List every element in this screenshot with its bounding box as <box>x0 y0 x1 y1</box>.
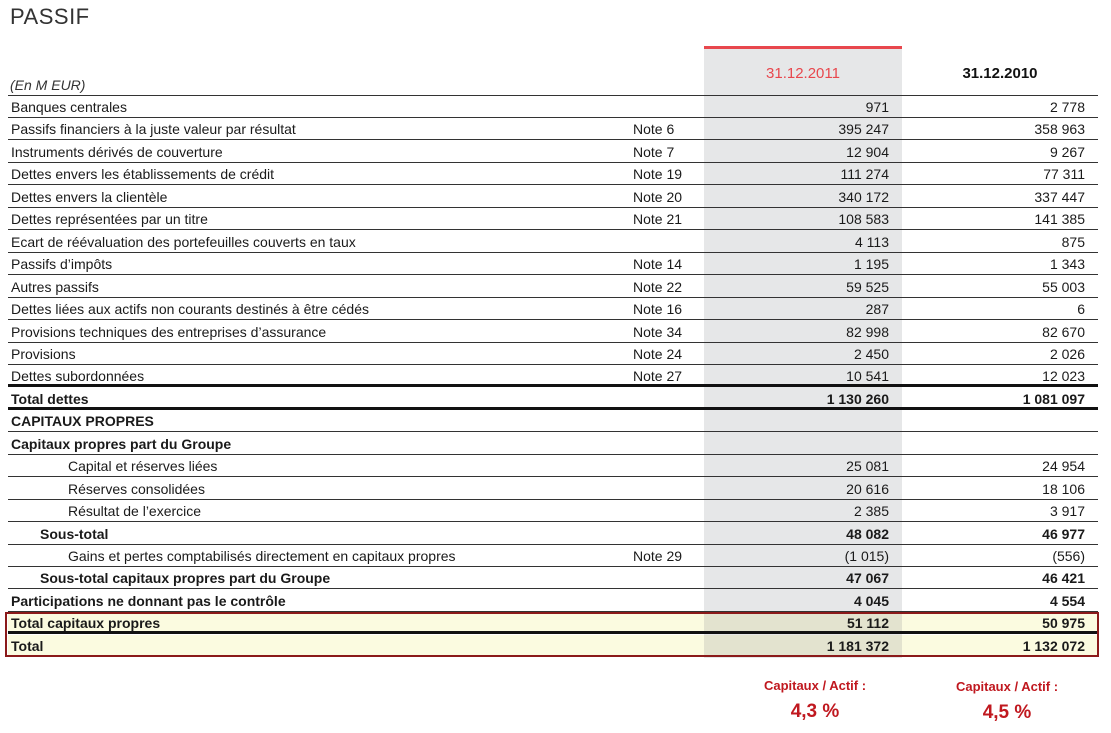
value-2011-cell <box>704 118 902 139</box>
value-2010-cell <box>902 500 1098 521</box>
row-note: Note 14 <box>633 256 683 273</box>
value-2011: 47 067 <box>846 570 889 587</box>
row-label: Gains et pertes comptabilisés directement en capitaux propres <box>68 548 456 564</box>
value-2011-cell <box>704 208 902 229</box>
table-row <box>8 523 1098 545</box>
value-2011-cell <box>704 590 902 611</box>
value-2011: 82 998 <box>846 323 889 340</box>
value-2011-cell <box>704 388 902 407</box>
value-2010: 3 917 <box>1049 503 1085 520</box>
value-2010: 1 132 072 <box>1022 637 1085 654</box>
value-2010-cell <box>902 253 1098 274</box>
value-2010-cell <box>902 118 1098 139</box>
row-note: Note 21 <box>633 211 683 228</box>
row-label: Dettes subordonnées <box>11 368 145 385</box>
value-2011: 48 082 <box>846 525 889 542</box>
value-2011-cell <box>704 455 902 476</box>
row-note: Note 6 <box>633 121 675 138</box>
row-note: Note 34 <box>633 323 683 340</box>
table-row <box>8 343 1098 365</box>
table-row <box>8 410 1098 432</box>
row-label: Instruments dérivés de couverture <box>11 143 223 160</box>
row-label: Banques centrales <box>11 99 127 115</box>
value-2011-cell <box>704 365 902 384</box>
value-2011-cell <box>704 141 902 162</box>
value-2011: 4 045 <box>853 592 889 609</box>
value-2011-cell <box>704 545 902 566</box>
value-2010: 358 963 <box>1034 121 1085 138</box>
row-label: Dettes représentées par un titre <box>11 211 208 228</box>
value-2010: 82 670 <box>1042 323 1085 340</box>
value-2011: 4 113 <box>855 233 889 250</box>
ratio-2010 <box>932 679 1082 724</box>
row-label: CAPITAUX PROPRES <box>11 413 154 430</box>
value-2011-cell <box>704 231 902 252</box>
value-2010: 12 023 <box>1042 368 1085 385</box>
value-2010-cell <box>902 276 1098 297</box>
value-2010-cell <box>902 231 1098 252</box>
value-2010-cell <box>902 612 1098 631</box>
column-header-2010: 31.12.2010 <box>962 65 1038 82</box>
current-year-accent-line <box>704 46 902 49</box>
ratio-label-2011: Capitaux / Actif : <box>763 678 867 693</box>
table-row <box>8 96 1098 118</box>
table-row <box>8 186 1098 208</box>
value-2010-cell <box>902 635 1098 656</box>
value-2010: 18 106 <box>1042 480 1085 497</box>
table-row <box>8 500 1098 522</box>
value-2010-cell <box>902 478 1098 499</box>
value-2011: 111 274 <box>840 166 889 183</box>
row-note: Note 16 <box>633 301 683 318</box>
table-row <box>8 298 1098 320</box>
value-2011-cell <box>704 276 902 297</box>
row-label: Total capitaux propres <box>11 615 161 632</box>
value-2010-cell <box>902 410 1098 431</box>
value-2011: 59 525 <box>846 278 889 295</box>
value-2011: 287 <box>865 301 889 318</box>
table-row <box>8 253 1098 275</box>
value-2010-cell <box>902 343 1098 364</box>
table-row <box>8 141 1098 163</box>
value-2010: 875 <box>1061 233 1085 250</box>
value-2010-cell <box>902 186 1098 207</box>
value-2011-cell <box>704 433 902 454</box>
value-2010: 6 <box>1077 301 1085 318</box>
table-row <box>8 612 1098 634</box>
value-2011: 2 450 <box>853 345 889 362</box>
value-2010-cell <box>902 96 1098 117</box>
table-row <box>8 635 1098 657</box>
value-2011-cell <box>704 163 902 184</box>
value-2010: 55 003 <box>1042 278 1085 295</box>
row-note: Note 22 <box>633 278 683 295</box>
table-row <box>8 231 1098 253</box>
ratio-value-2010: 4,5 % <box>982 702 1032 723</box>
value-2011: 1 130 260 <box>826 390 889 407</box>
row-label: Total dettes <box>11 390 89 407</box>
row-label: Sous-total <box>40 525 109 542</box>
table-row <box>8 276 1098 298</box>
value-2011-cell <box>704 253 902 274</box>
value-2010-cell <box>902 388 1098 407</box>
value-2010: 141 385 <box>1034 211 1085 228</box>
value-2011: 1 195 <box>853 256 889 273</box>
table-row <box>8 365 1098 387</box>
value-2010: 24 954 <box>1042 458 1085 475</box>
value-2010-cell <box>902 298 1098 319</box>
value-2010: 46 977 <box>1042 525 1085 542</box>
value-2011: 340 172 <box>838 188 889 205</box>
value-2011: 395 247 <box>838 121 889 138</box>
value-2010-cell <box>902 163 1098 184</box>
value-2011-cell <box>704 298 902 319</box>
table-row <box>8 567 1098 589</box>
value-2011: (1 015) <box>844 548 889 564</box>
value-2010: 2 778 <box>1049 99 1085 115</box>
table-row <box>8 545 1098 567</box>
ratio-2011 <box>740 678 890 723</box>
value-2011: 12 904 <box>846 143 889 160</box>
value-2011-cell <box>704 523 902 544</box>
row-label: Provisions <box>11 345 76 362</box>
row-label: Participations ne donnant pas le contrôle <box>11 592 286 609</box>
row-label: Passifs financiers à la juste valeur par résultat <box>11 121 296 138</box>
value-2010: 9 267 <box>1049 143 1085 160</box>
row-label: Capital et réserves liées <box>68 458 218 475</box>
value-2011-cell <box>704 635 902 656</box>
row-note: Note 27 <box>633 368 683 385</box>
row-note: Note 24 <box>633 345 683 362</box>
value-2010-cell <box>902 523 1098 544</box>
ratio-label-2010: Capitaux / Actif : <box>955 679 1059 694</box>
row-label: Autres passifs <box>11 278 99 295</box>
value-2011: 25 081 <box>846 458 889 475</box>
value-2010-cell <box>902 433 1098 454</box>
row-label: Réserves consolidées <box>68 480 205 497</box>
value-2011-cell <box>704 612 902 631</box>
value-2010: 50 975 <box>1042 615 1085 632</box>
value-2010-cell <box>902 321 1098 342</box>
value-2011: 971 <box>865 99 889 115</box>
ratio-value-2011: 4,3 % <box>790 701 840 722</box>
table-row <box>8 118 1098 140</box>
value-2011: 1 181 372 <box>826 637 889 654</box>
row-label: Capitaux propres part du Groupe <box>11 435 232 452</box>
value-2011: 2 385 <box>853 503 889 520</box>
row-label: Sous-total capitaux propres part du Groupe <box>40 570 331 587</box>
table-row <box>8 208 1098 230</box>
row-note: Note 29 <box>633 548 683 564</box>
row-note: Note 19 <box>633 166 683 183</box>
value-2011-cell <box>704 410 902 431</box>
row-label: Ecart de réévaluation des portefeuilles couverts en taux <box>11 233 356 250</box>
value-2011-cell <box>704 96 902 117</box>
table-row <box>8 590 1098 612</box>
value-2010: 1 081 097 <box>1022 390 1085 407</box>
table-row <box>8 388 1098 410</box>
table-row <box>8 433 1098 455</box>
value-2011: 108 583 <box>838 211 889 228</box>
value-2010-cell <box>902 365 1098 384</box>
column-header-2011: 31.12.2011 <box>766 65 840 82</box>
value-2010: 4 554 <box>1049 592 1085 609</box>
row-label: Provisions techniques des entreprises d’assurance <box>11 323 327 340</box>
value-2010: 1 343 <box>1049 256 1085 273</box>
value-2010-cell <box>902 208 1098 229</box>
value-2011-cell <box>704 478 902 499</box>
value-2010: 2 026 <box>1049 345 1085 362</box>
value-2011-cell <box>704 321 902 342</box>
unit-label: (En M EUR) <box>10 77 86 93</box>
value-2011: 51 112 <box>846 615 889 632</box>
row-label: Dettes envers les établissements de crédit <box>11 166 275 183</box>
value-2011: 10 541 <box>846 368 889 385</box>
table-row <box>8 455 1098 477</box>
value-2010-cell <box>902 545 1098 566</box>
value-2010: 77 311 <box>1043 166 1085 183</box>
value-2011: 20 616 <box>846 480 889 497</box>
value-2011-cell <box>704 567 902 588</box>
row-label: Résultat de l’exercice <box>68 503 202 520</box>
row-label: Dettes liées aux actifs non courants destinés à être cédés <box>11 301 369 318</box>
row-note: Note 20 <box>633 188 683 205</box>
value-2011-cell <box>704 500 902 521</box>
row-label: Dettes envers la clientèle <box>11 188 168 205</box>
value-2010-cell <box>902 455 1098 476</box>
row-note: Note 7 <box>633 143 675 160</box>
value-2010: 337 447 <box>1034 188 1085 205</box>
row-label: Total <box>11 637 44 654</box>
value-2010: 46 421 <box>1042 570 1085 587</box>
table-row <box>8 163 1098 185</box>
value-2010-cell <box>902 567 1098 588</box>
value-2010-cell <box>902 141 1098 162</box>
table-row <box>8 478 1098 500</box>
value-2011-cell <box>704 343 902 364</box>
table-row <box>8 321 1098 343</box>
value-2010: (556) <box>1052 548 1085 564</box>
row-label: Passifs d’impôts <box>11 256 113 273</box>
value-2011-cell <box>704 186 902 207</box>
value-2010-cell <box>902 590 1098 611</box>
page-title: PASSIF <box>10 4 90 29</box>
